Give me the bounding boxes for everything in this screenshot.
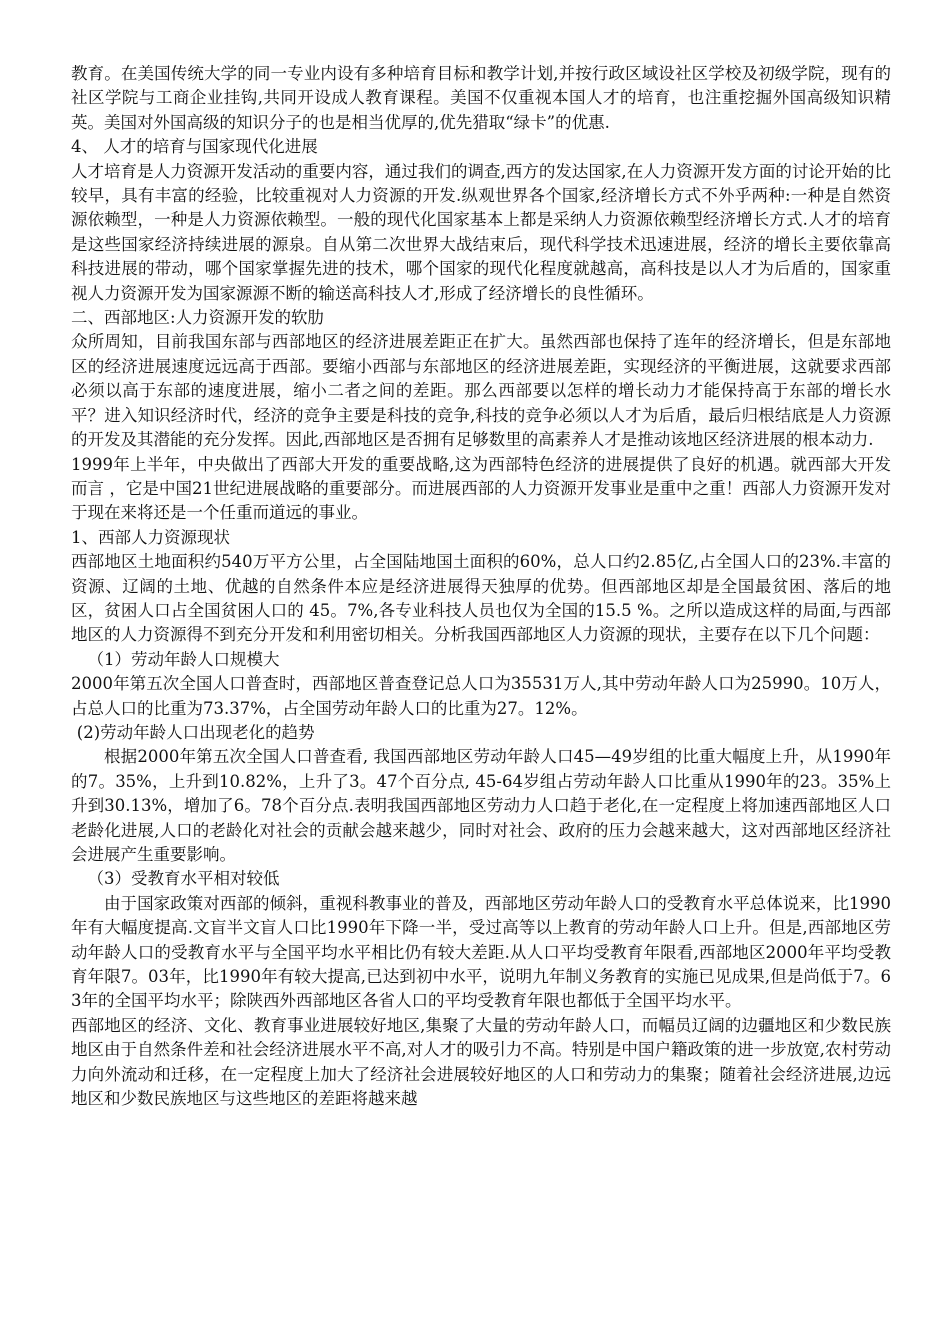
item-1-paragraph: 2000年第五次全国人口普查时，西部地区普查登记总人口为35531万人,其中劳动年龄人口为25990。10万人，占总人口的比重为73.37%，占全国劳动年龄人口的比重为27。12%。 <box>71 674 891 718</box>
subsection-1-paragraph: 西部地区土地面积约540万平方公里，占全国陆地国土面积的60%，总人口约2.85亿,占全国人口的23%.丰富的资源、辽阔的土地、优越的自然条件本应是经济进展得天独厚的优势。但西部地区却是全国最贫困、落后的地区，贫困人口占全国贫困人口的 45。7%,各专业科技人员也仅为全国的15.5 %。之所以造成这样的局面,与西部地区的人力资源得不到充分开发和利用密切相关。分析我国西部地区人力资源的现状，主要存在以下几个问题： <box>71 552 891 645</box>
section-heading-2: 二、西部地区:人力资源开发的软肋 <box>71 308 325 328</box>
intro-paragraph: 教育。在美国传统大学的同一专业内设有多种培育目标和教学计划,并按行政区域设社区学校及初级学院，现有的社区学院与工商企业挂钩,共同开设成人教育课程。美国不仅重视本国人才的培育，也注重挖掘外国高级知识精英。美国对外国高级的知识分子的也是相当优厚的,优先猎取“绿卡”的优惠. <box>71 64 891 132</box>
item-heading-1: （1）劳动年龄人口规模大 <box>87 649 280 669</box>
closing-paragraph: 西部地区的经济、文化、教育事业进展较好地区,集聚了大量的劳动年龄人口，而幅员辽阔的边疆地区和少数民族地区由于自然条件差和社会经济进展水平不高,对人才的吸引力不高。特别是中国户籍政策的进一步放宽,农村劳动力向外流动和迁移，在一定程度上加大了经济社会进展较好地区的人口和劳动力的集聚；随着社会经济进展,边远地区和少数民族地区与这些地区的差距将越来越 <box>71 1015 891 1109</box>
item-3-paragraph: 由于国家政策对西部的倾斜，重视科教事业的普及，西部地区劳动年龄人口的受教育水平总体说来，比1990年有大幅度提高.文盲半文盲人口比1990年下降一半，受过高等以上教育的劳动年龄人口上升。但是,西部地区劳动年龄人口的受教育水平与全国平均水平相比仍有较大差距.从人口平均受教育年限看,西部地区2000年平均受教育年限7。03年，比1990年有较大提高,已达到初中水平，说明九年制义务教育的实施已见成果,但是尚低于7。63年的全国平均水平；除陕西外西部地区各省人口的平均受教育年限也都低于全国平均水平。 <box>71 893 891 1011</box>
subsection-heading-1: 1、西部人力资源现状 <box>71 527 230 547</box>
item-heading-3: （3）受教育水平相对较低 <box>87 869 280 889</box>
section-heading-4: 4、 人才的培育与国家现代化进展 <box>71 137 318 157</box>
section-2-paragraph-b: 1999年上半年，中央做出了西部大开发的重要战略,这为西部特色经济的进展提供了良好的机遇。就西部大开发而言 ，它是中国21世纪进展战略的重要部分。而进展西部的人力资源开发事业是重中之重！西部人力资源开发对于现在来将还是一个任重而道远的事业。 <box>71 454 891 523</box>
item-heading-2: (2)劳动年龄人口出现老化的趋势 <box>76 722 315 742</box>
section-2-paragraph-a: 众所周知，目前我国东部与西部地区的经济进展差距正在扩大。虽然西部也保持了连年的经济增长，但是东部地区的经济进展速度远远高于西部。要缩小西部与东部地区的经济进展差距，实现经济的平衡进展，这就要求西部必须以高于东部的速度进展，缩小二者之间的差距。那么西部要以怎样的增长动力才能保持高于东部的增长水平？进入知识经济时代，经济的竞争主要是科技的竞争,科技的竞争必须以人才为后盾，最后归根结底是人力资源的开发及其潜能的充分发挥。因此,西部地区是否拥有足够数里的高素养人才是推动该地区经济进展的根本动力. <box>71 332 891 450</box>
section-4-paragraph: 人才培育是人力资源开发活动的重要内容，通过我们的调查,西方的发达国家,在人力资源开发方面的讨论开始的比较早，具有丰富的经验，比较重视对人力资源的开发.纵观世界各个国家,经济增长方式不外乎两种:一种是自然资源依赖型，一种是人力资源依赖型。一般的现代化国家基本上都是采纳人力资源依赖型经济增长方式.人才的培育是这些国家经济持续进展的源泉。自从第二次世界大战结束后，现代科学技术迅速进展，经济的增长主要依靠高科技进展的带动，哪个国家掌握先进的技术，哪个国家的现代化程度就越高，高科技是以人才为后盾的，国家重视人力资源开发为国家源源不断的输送高科技人才,形成了经济增长的良性循环。 <box>71 161 891 303</box>
document-page <box>71 62 891 1111</box>
item-2-paragraph: 根据2000年第五次全国人口普查看, 我国西部地区劳动年龄人口45—49岁组的比重大幅度上升，从1990年的7。35%，上升到10.82%，上升了3。47个百分点, 45-64岁组占劳动年龄人口比重从1990年的23。35%上升到30.13%，增加了6。78个百分点.表明我国西部地区劳动力人口趋于老化,在一定程度上将加速西部地区人口老龄化进展,人口的老龄化对社会的贡献会越来越少，同时对社会、政府的压力会越来越大，这对西部地区经济社会进展产生重要影响。 <box>71 747 891 864</box>
